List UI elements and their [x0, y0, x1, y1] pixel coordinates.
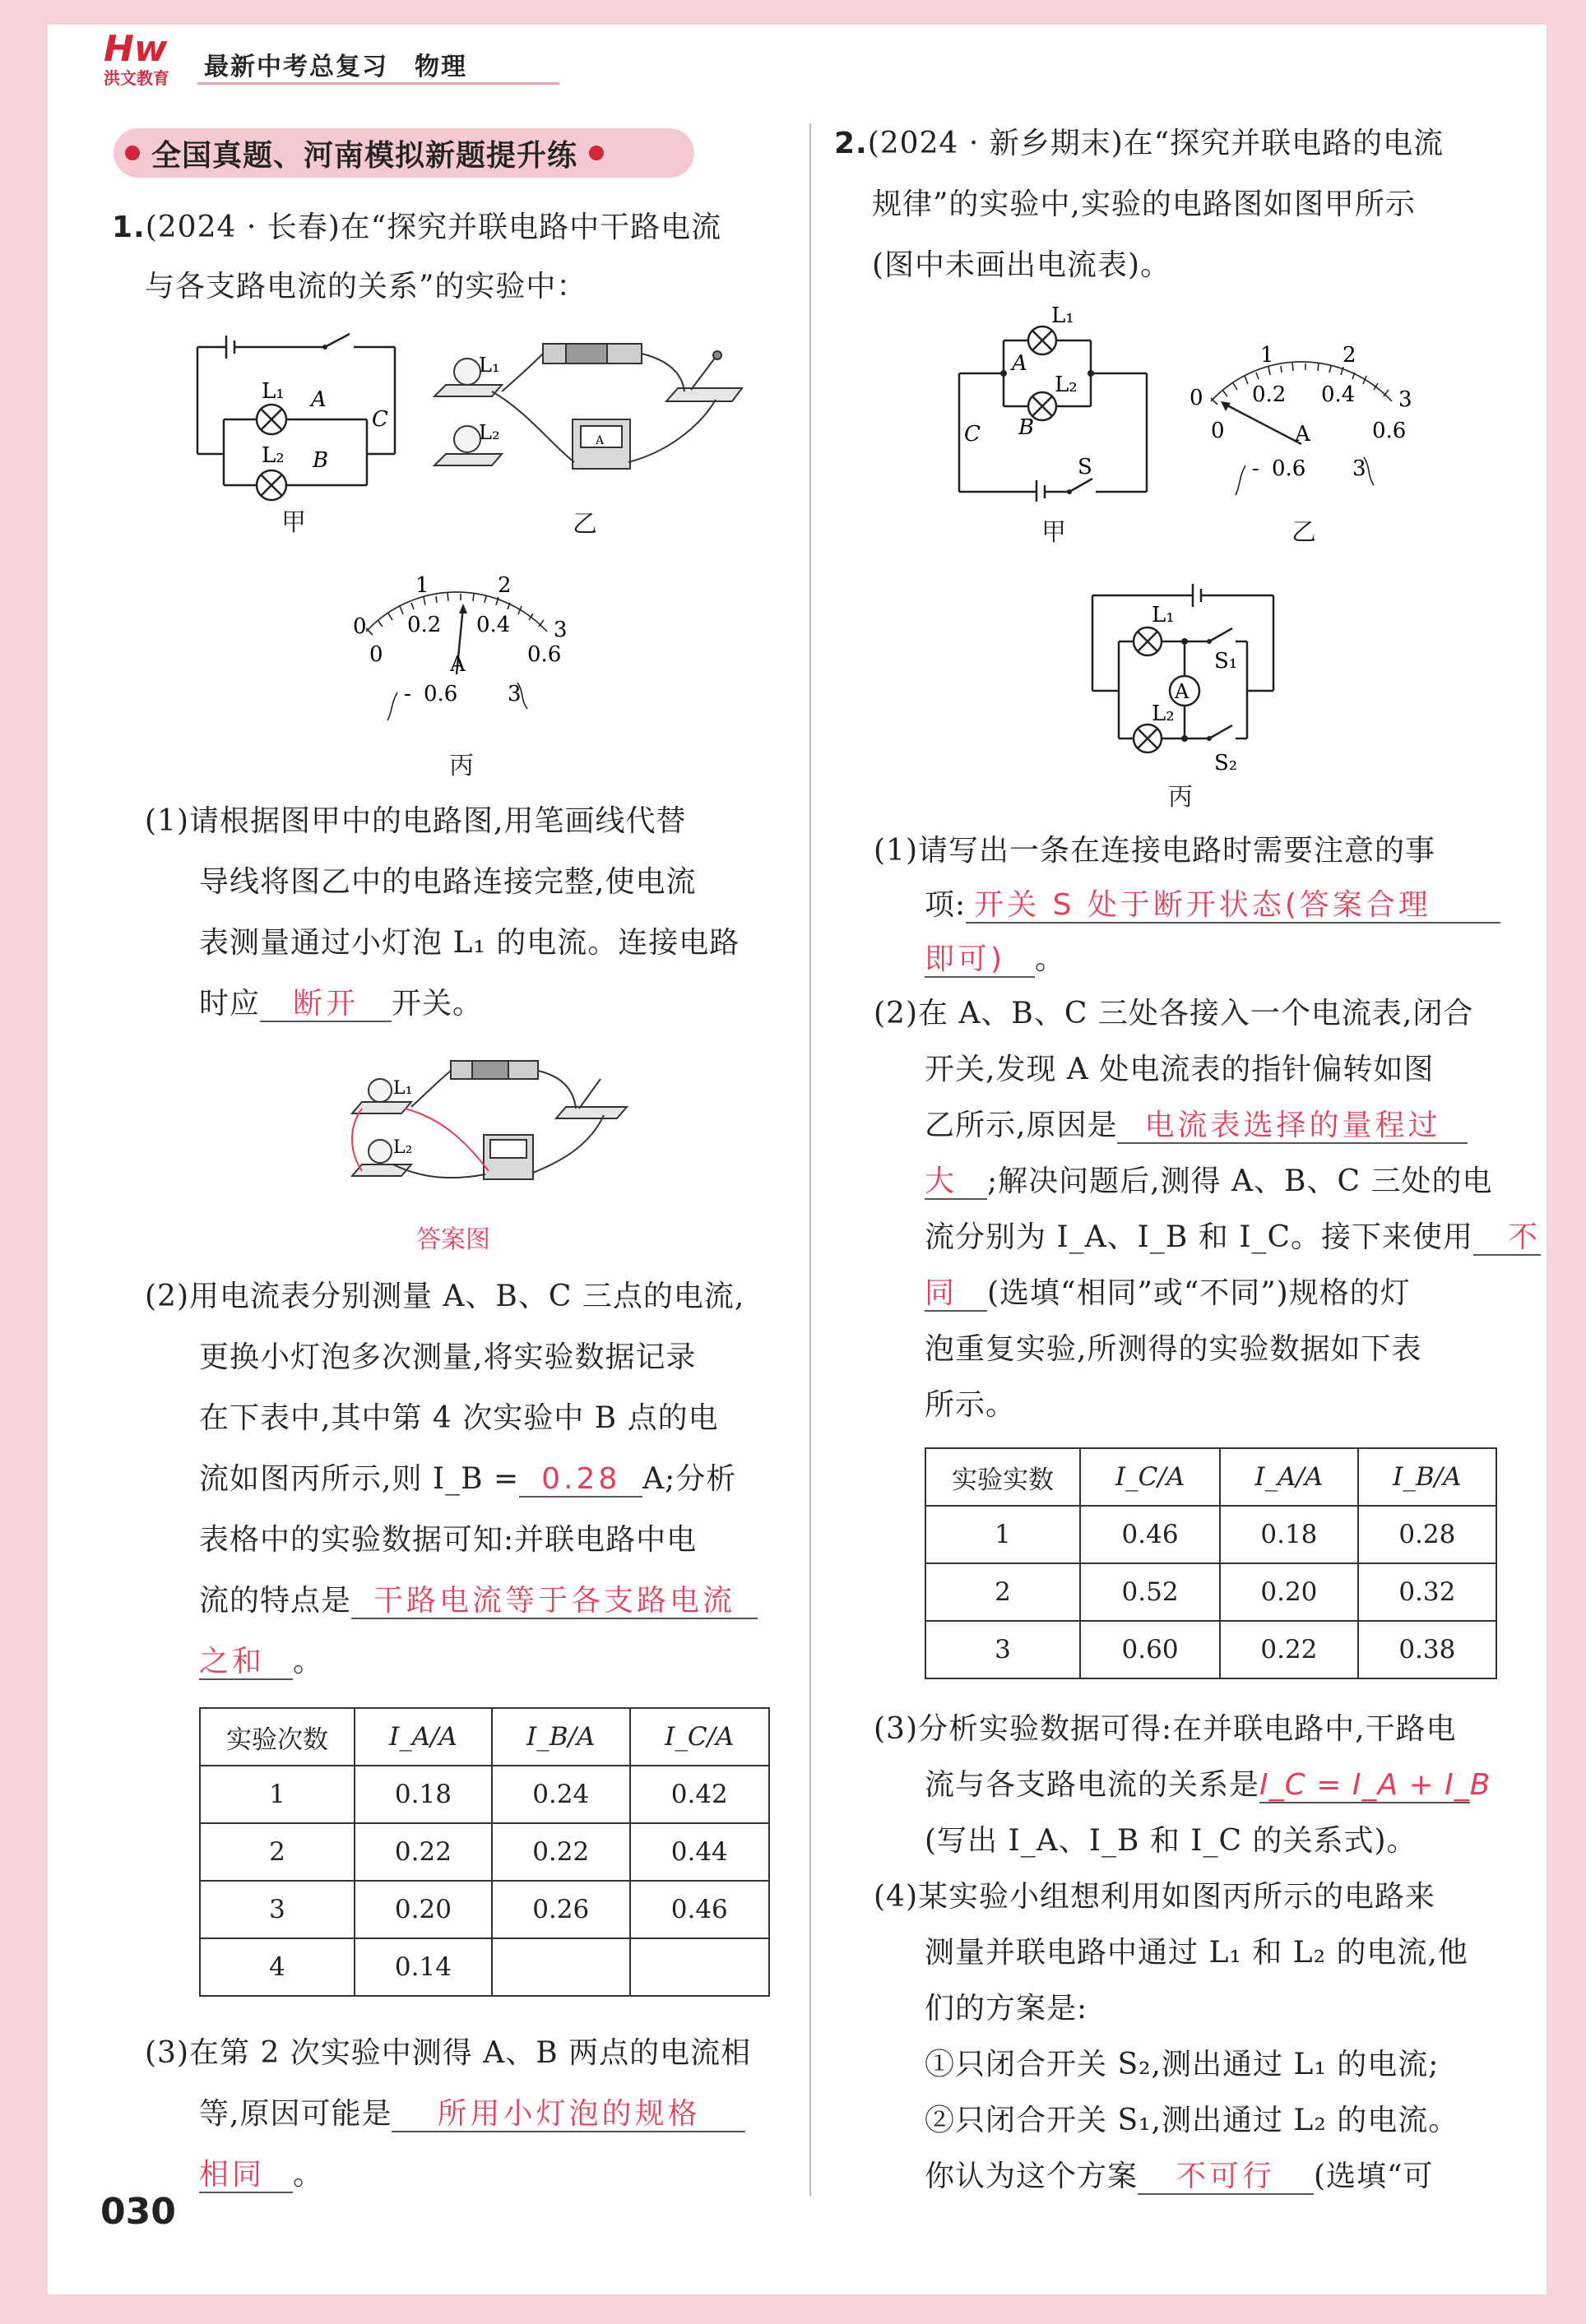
q2-p2-line3: [925, 1095, 1468, 1156]
q2-p3-line3: (写出 I_A、I_B 和 I_C 的关系式)。: [925, 1824, 1417, 1858]
q1-p2-answer2a: 干路电流等于各支路电流: [351, 1585, 758, 1619]
q1-p3-line1: (3)在第 2 次实验中测得 A、B 两点的电流相: [145, 2036, 752, 2070]
right-band: [1547, 0, 1586, 2324]
label-l1: L₁: [393, 1078, 413, 1099]
table-cell: 0.38: [1358, 1621, 1496, 1678]
q2-p4-line5: ②只闭合开关 S₁,测出通过 L₂ 的电流。: [925, 2104, 1459, 2137]
table-cell: 0.24: [492, 1766, 630, 1823]
q2-p1-answer-b: 即可): [925, 943, 1035, 978]
meter-unit: A: [450, 652, 466, 677]
q1-stem-line2: 与各支路电流的关系”的实验中：: [145, 270, 587, 303]
bottom-scale-0: 0: [1211, 419, 1225, 443]
table-cell: 1: [200, 1766, 355, 1823]
q1-p3-pre: 等,原因可能是: [199, 2097, 392, 2131]
table-cell: 0.52: [1080, 1563, 1220, 1621]
table-row: [200, 1823, 769, 1881]
top-scale-2: 2: [498, 573, 512, 598]
table-header-cell: 实验次数: [200, 1708, 355, 1766]
top-scale-1: 1: [415, 573, 429, 598]
bottom-scale-04: 0.4: [1321, 382, 1356, 407]
q2-p1-line1: (1)请写出一条在连接电路时需要注意的事: [874, 834, 1435, 868]
q2-p4-post: (选填“可: [1314, 2160, 1434, 2193]
q2-fig-yi-ammeter: [1178, 329, 1425, 502]
q1-stem-text1: (2024 · 长春)在“探究并联电路中干路电流: [145, 211, 722, 244]
q2-p2-line8: 所示。: [925, 1388, 1017, 1422]
q2-p1-line2: [925, 875, 1500, 936]
q2-p3-pre: 流与各支路电流的关系是: [925, 1768, 1260, 1802]
table-header-cell: I_C/A: [630, 1708, 769, 1766]
q1-caption-jia: 甲: [281, 508, 306, 537]
q2-p4-line2: 测量并联电路中通过 L₁ 和 L₂ 的电流,他: [925, 1936, 1468, 1970]
table-cell: 2: [925, 1563, 1080, 1621]
q1-p1-post: 开关。: [392, 987, 484, 1021]
label-s2: S₂: [1214, 751, 1238, 773]
q2-caption-jia: 甲: [1041, 518, 1066, 547]
label-a: A: [1012, 351, 1027, 376]
label-l1: L₁: [479, 354, 500, 377]
bottom-scale-02: 0.2: [407, 613, 442, 637]
q1-p3-line2: [199, 2084, 745, 2145]
terminal-3: 3: [508, 682, 522, 706]
q2-p1-answer-a: 开关 S 处于断开状态(答案合理: [966, 889, 1500, 924]
page-number: 030: [100, 2191, 176, 2233]
top-band: [0, 0, 1586, 25]
terminal-minus: -: [1252, 456, 1259, 481]
q2-p3-line1: (3)分析实验数据可得:在并联电路中,干路电: [874, 1712, 1457, 1746]
label-s1: S₁: [1214, 649, 1238, 674]
q2-p2-pre2: 流分别为 I_A、I_B 和 I_C。接下来使用: [925, 1220, 1473, 1254]
header-title: 最新中考总复习 物理: [204, 53, 467, 81]
table-row: [925, 1621, 1496, 1678]
q1-number: 1.: [112, 211, 146, 244]
table-cell: 0.22: [355, 1823, 492, 1881]
table-header-cell: I_B/A: [492, 1708, 630, 1766]
q1-p2-line3: 在下表中,其中第 4 次实验中 B 点的电: [199, 1401, 719, 1435]
table-cell: 1: [925, 1506, 1080, 1563]
q1-p1-line1: (1)请根据图甲中的电路图,用笔画线代替: [145, 804, 687, 838]
table-header-cell: I_C/A: [1080, 1448, 1220, 1506]
q1-answer-figure: [344, 1044, 656, 1201]
table-cell: 0.18: [355, 1766, 492, 1823]
pill-dot-icon: [589, 146, 604, 160]
q2-p4-line1: (4)某实验小组想利用如图丙所示的电路来: [874, 1880, 1435, 1914]
q1-p1-line3: 表测量通过小灯泡 L₁ 的电流。连接电路: [199, 926, 740, 960]
q2-p4-pre: 你认为这个方案: [925, 2160, 1138, 2193]
label-l1: L₁: [1152, 603, 1175, 627]
q1-p2-line7: [199, 1632, 323, 1692]
bottom-scale-02: 0.2: [1252, 382, 1287, 407]
section-pill: [114, 128, 694, 178]
q2-p2-line7: 泡重复实验,所测得的实验数据如下表: [925, 1332, 1422, 1366]
q1-p2-post: A;分析: [642, 1462, 737, 1496]
table-row: [925, 1563, 1496, 1621]
q1-p3-line3: [199, 2145, 323, 2206]
bottom-scale-06: 0.6: [1372, 419, 1407, 443]
q1-data-table: [199, 1707, 770, 1997]
terminal-06: 0.6: [424, 682, 458, 706]
table-cell: 0.32: [1358, 1563, 1496, 1621]
table-cell: 0.28: [1358, 1506, 1496, 1563]
meter-unit: A: [596, 434, 605, 447]
table-cell: 0.18: [1220, 1506, 1358, 1563]
label-l2: L₂: [393, 1137, 413, 1158]
label-b: B: [313, 448, 329, 473]
table-cell: 3: [200, 1881, 355, 1938]
top-scale-0: 0: [353, 614, 367, 639]
q1-p2-answer: 0.28: [519, 1463, 642, 1498]
table-cell: 0.60: [1080, 1621, 1220, 1678]
table-cell: 0.44: [630, 1823, 769, 1881]
q2-p2-answer2b: 同: [925, 1277, 987, 1312]
q1-fig-bing-ammeter: [333, 559, 580, 724]
q2-p1-line3: [925, 929, 1065, 990]
q2-p4-answer: 不可行: [1138, 2160, 1314, 2195]
meter-unit: A: [1295, 422, 1310, 447]
q2-p2-line4: [925, 1151, 1492, 1212]
q2-p2-answer2a: 不: [1473, 1221, 1541, 1256]
bottom-scale-04: 0.4: [476, 613, 511, 637]
q1-caption-yi: 乙: [573, 510, 597, 539]
bottom-band: [0, 2294, 1586, 2324]
q2-p2-text4: ;解决问题后,测得 A、B、C 三处的电: [987, 1164, 1493, 1198]
q1-p2-end: 。: [293, 1645, 324, 1678]
table-header-cell: I_A/A: [355, 1708, 492, 1766]
q2-p1-pre: 项:: [925, 888, 967, 922]
top-scale-0: 0: [1190, 386, 1203, 410]
table-cell: 0.42: [630, 1766, 769, 1823]
q1-p3-end: 。: [293, 2158, 324, 2192]
table-cell: 0.46: [630, 1881, 769, 1938]
table-row: [200, 1881, 769, 1938]
q1-p2-pre: 流如图丙所示,则 I_B =: [199, 1462, 520, 1496]
q1-fig-jia-circuit: [181, 329, 411, 510]
q1-p2-line1: (2)用电流表分别测量 A、B、C 三点的电流,: [145, 1280, 745, 1313]
q1-stem-line1: [112, 197, 721, 258]
q1-p2-pre2: 流的特点是: [199, 1584, 352, 1618]
label-l2: L₂: [1152, 701, 1175, 726]
label-l2: L₂: [479, 421, 500, 444]
table-header-cell: I_B/A: [1358, 1448, 1496, 1506]
bottom-scale-06: 0.6: [527, 642, 562, 667]
q2-p1-end: 。: [1035, 942, 1066, 976]
q1-p2-line4: [199, 1449, 736, 1510]
top-scale-1: 1: [1260, 343, 1274, 368]
q1-fig-yi-apparatus: [428, 321, 781, 493]
q2-stem-line2: 规律”的实验中,实验的电路图如图甲所示: [872, 187, 1416, 221]
q1-p1-answer: 断开: [260, 988, 392, 1022]
q2-p2-text6: (选填“相同”或“不同”)规格的灯: [987, 1276, 1411, 1310]
q1-p2-line6: [199, 1571, 758, 1632]
table-cell: 0.14: [355, 1938, 492, 1996]
label-c: C: [372, 407, 388, 432]
table-header-row: [925, 1448, 1496, 1506]
q2-p2-answer-a: 电流表选择的量程过: [1117, 1109, 1468, 1144]
q1-p1-line4: [199, 974, 483, 1035]
q2-caption-yi: 乙: [1292, 518, 1316, 547]
q1-answer-fig-caption: 答案图: [416, 1225, 490, 1254]
q2-p3-answer: I_C = I_A + I_B: [1259, 1768, 1491, 1802]
bottom-scale-0: 0: [369, 642, 383, 667]
q2-p2-line6: [925, 1263, 1411, 1324]
table-header-row: [200, 1708, 769, 1766]
table-cell: 0.22: [492, 1823, 630, 1881]
q2-p2-line5: [925, 1207, 1541, 1268]
top-scale-3: 3: [554, 618, 568, 642]
q2-p3-line2: [925, 1755, 1491, 1816]
q2-p2-line2: 开关,发现 A 处电流表的指针偏转如图: [925, 1053, 1435, 1086]
table-cell: 3: [925, 1621, 1080, 1678]
left-band: [0, 0, 48, 2324]
q1-p3-answer-b: 相同: [199, 2159, 293, 2193]
terminal-minus: -: [404, 682, 411, 706]
label-s: S: [1078, 455, 1092, 479]
label-l1: L₁: [262, 379, 285, 404]
label-c: C: [964, 422, 981, 447]
q1-p3-answer-a: 所用小灯泡的规格: [392, 2098, 745, 2132]
ammeter-symbol: A: [1175, 680, 1190, 703]
top-scale-2: 2: [1343, 343, 1356, 368]
q2-p4-line3: 们的方案是:: [925, 1992, 1088, 2025]
top-scale-3: 3: [1398, 387, 1412, 412]
q2-stem-text1: (2024 · 新乡期末)在“探究并联电路的电流: [867, 127, 1445, 160]
label-l2: L₂: [1055, 373, 1078, 397]
publisher-logo: [104, 28, 189, 97]
section-title: 全国真题、河南模拟新题提升练: [151, 138, 578, 173]
header-underline: [197, 82, 559, 85]
table-header-cell: 实验实数: [925, 1448, 1080, 1506]
q2-p4-line6: [925, 2146, 1433, 2207]
table-row: [200, 1766, 769, 1823]
q1-p2-line5: 表格中的实验数据可知:并联电路中电: [199, 1523, 698, 1557]
q2-fig-bing-circuit: [1086, 576, 1300, 773]
q1-p2-line2: 更换小灯泡多次测量,将实验数据记录: [199, 1340, 697, 1374]
logo-name: 洪文教育: [104, 68, 169, 88]
q1-caption-bing: 丙: [449, 752, 474, 780]
column-divider: [809, 123, 811, 2196]
table-cell: [630, 1938, 769, 1996]
label-b: B: [1018, 415, 1035, 440]
label-a: A: [311, 387, 327, 412]
table-row: [925, 1506, 1496, 1563]
table-cell: [492, 1938, 630, 1996]
q2-p2-line1: (2)在 A、B、C 三处各接入一个电流表,闭合: [874, 997, 1474, 1030]
q1-p1-pre: 时应: [199, 987, 261, 1021]
q1-p2-answer2b: 之和: [199, 1646, 293, 1680]
label-l2: L₂: [262, 443, 285, 468]
q2-stem-line1: [834, 113, 1444, 174]
logo-mark: Hw: [104, 28, 168, 70]
q2-caption-bing: 丙: [1168, 783, 1193, 812]
q2-p2-pre: 乙所示,原因是: [925, 1109, 1118, 1142]
q2-number: 2.: [834, 127, 868, 160]
table-cell: 0.20: [1220, 1563, 1358, 1621]
q2-data-table: [925, 1447, 1497, 1679]
q2-p2-answer-b: 大: [925, 1165, 987, 1200]
table-cell: 2: [200, 1823, 355, 1881]
table-cell: 0.46: [1080, 1506, 1220, 1563]
table-cell: 0.26: [492, 1881, 630, 1938]
q2-stem-line3: (图中未画出电流表)。: [872, 248, 1171, 282]
q1-p1-line2: 导线将图乙中的电路连接完整,使电流: [199, 865, 697, 899]
q2-p4-line4: ①只闭合开关 S₂,测出通过 L₁ 的电流;: [925, 2048, 1440, 2081]
table-cell: 0.20: [355, 1881, 492, 1938]
table-row: [200, 1938, 769, 1996]
table-cell: 0.22: [1220, 1621, 1358, 1678]
label-l1: L₁: [1051, 304, 1074, 328]
terminal-3: 3: [1352, 456, 1366, 481]
terminal-06: 0.6: [1272, 456, 1306, 481]
table-cell: 4: [200, 1938, 355, 1996]
q2-fig-jia-circuit: [946, 304, 1160, 502]
pill-dot-icon: [125, 146, 140, 160]
table-header-cell: I_A/A: [1220, 1448, 1358, 1506]
